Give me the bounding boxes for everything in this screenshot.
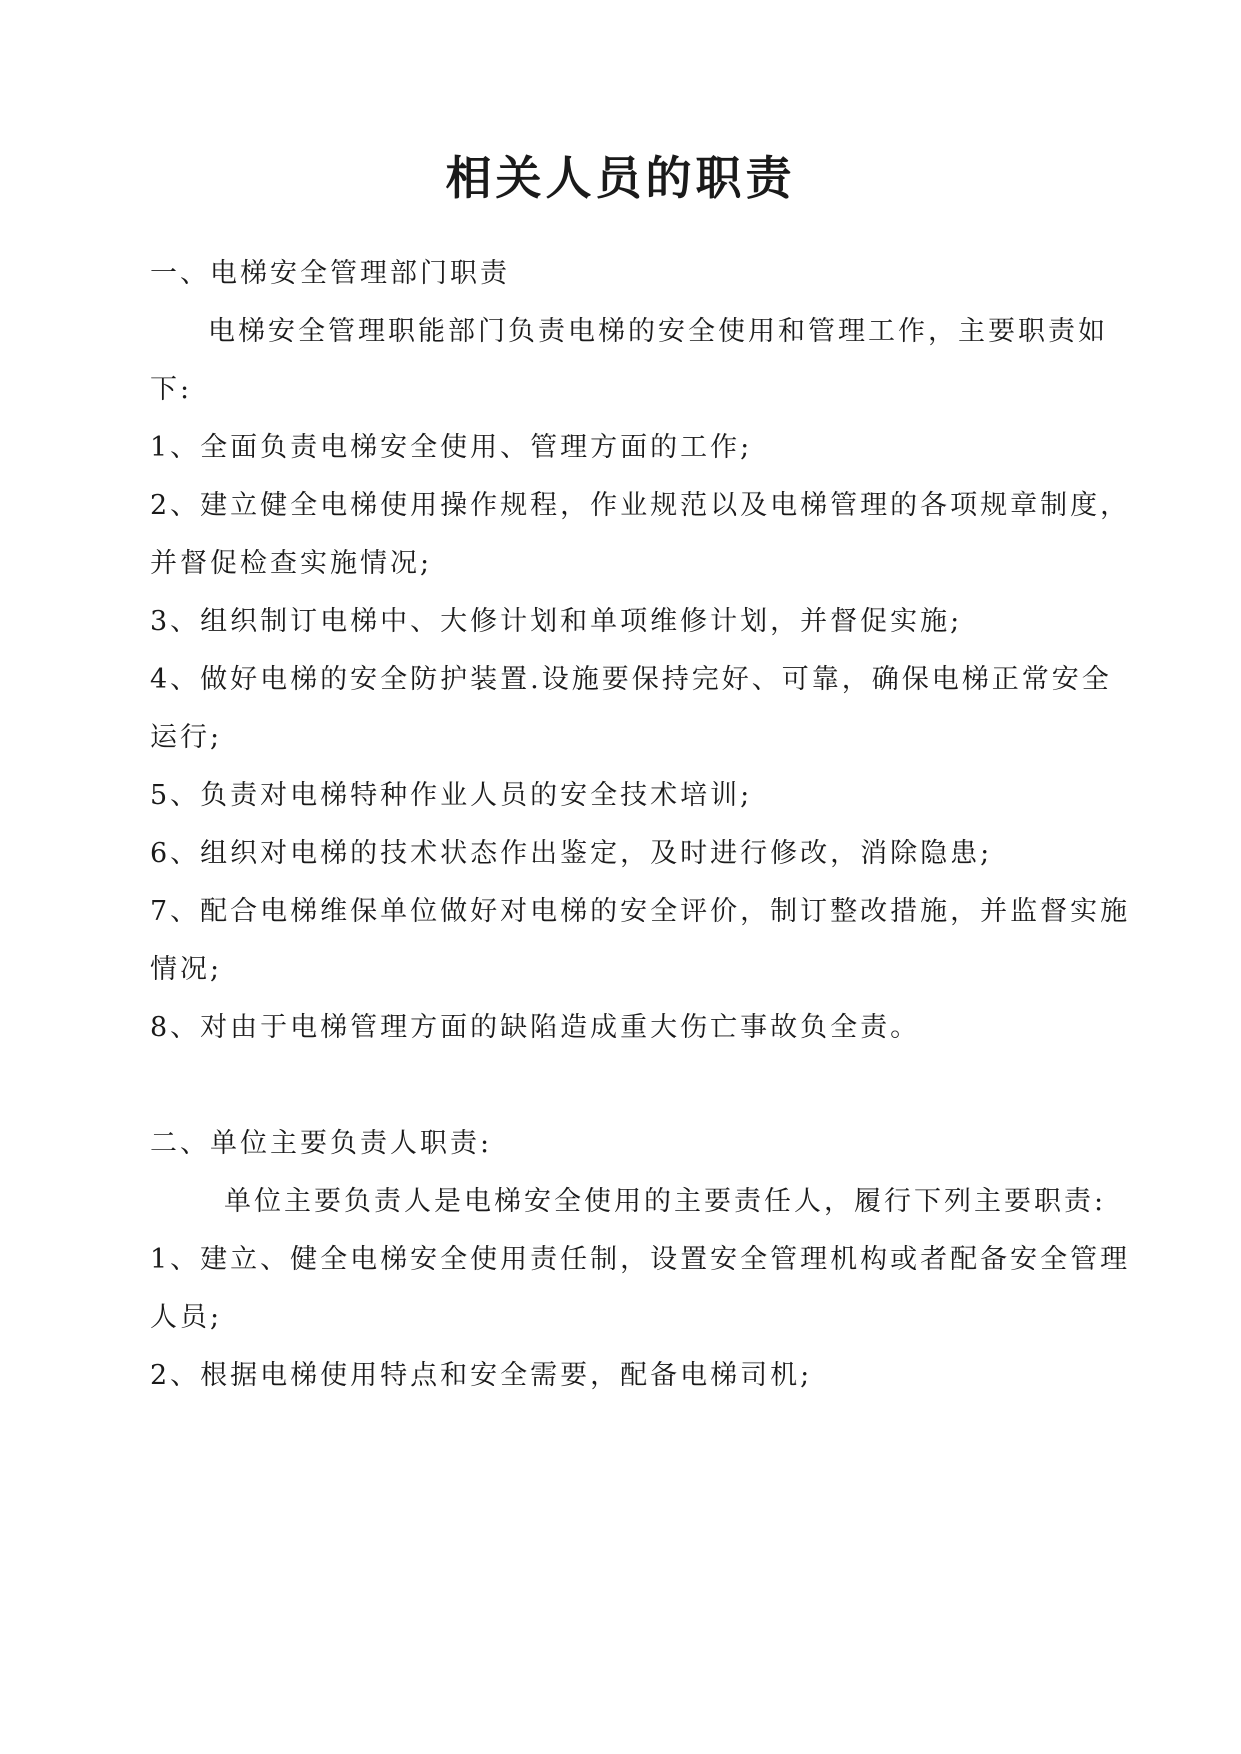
section-1-item-1: 1、全面负责电梯安全使用、管理方面的工作;: [150, 432, 753, 463]
section-1-item-8: 8、对由于电梯管理方面的缺陷造成重大伤亡事故负全责。: [150, 1012, 921, 1043]
section-1-item-6: 6、组织对电梯的技术状态作出鉴定，及时进行修改，消除隐患;: [150, 838, 993, 869]
section-1-item-2-cont: 并督促检查实施情况;: [150, 548, 433, 579]
section-1-item-4-cont: 运行;: [150, 722, 223, 753]
section-2-item-1: 1、建立、健全电梯安全使用责任制，设置安全管理机构或者配备安全管理: [150, 1244, 1131, 1275]
section-2-item-2: 2、根据电梯使用特点和安全需要，配备电梯司机;: [150, 1360, 813, 1391]
section-1-item-7: 7、配合电梯维保单位做好对电梯的安全评价，制订整改措施，并监督实施: [150, 896, 1131, 927]
section-1-item-4: 4、做好电梯的安全防护装置.设施要保持完好、可靠，确保电梯正常安全: [150, 664, 1112, 695]
section-1-heading: 一、电梯安全管理部门职责: [150, 258, 510, 289]
section-1-item-5: 5、负责对电梯特种作业人员的安全技术培训;: [150, 780, 753, 811]
section-2-item-1-cont: 人员;: [150, 1302, 223, 1333]
section-1-intro-line-2: 下:: [150, 374, 193, 405]
section-1-intro-line-1: 电梯安全管理职能部门负责电梯的安全使用和管理工作，主要职责如: [208, 316, 1108, 347]
page-title: 相关人员的职责: [445, 151, 796, 205]
section-1-item-3: 3、组织制订电梯中、大修计划和单项维修计划，并督促实施;: [150, 606, 963, 637]
section-1-item-2: 2、建立健全电梯使用操作规程，作业规范以及电梯管理的各项规章制度，: [150, 490, 1131, 521]
section-2-intro: 单位主要负责人是电梯安全使用的主要责任人，履行下列主要职责:: [224, 1186, 1107, 1217]
section-1-item-7-cont: 情况;: [150, 954, 223, 985]
section-2-heading: 二、单位主要负责人职责:: [150, 1128, 493, 1159]
